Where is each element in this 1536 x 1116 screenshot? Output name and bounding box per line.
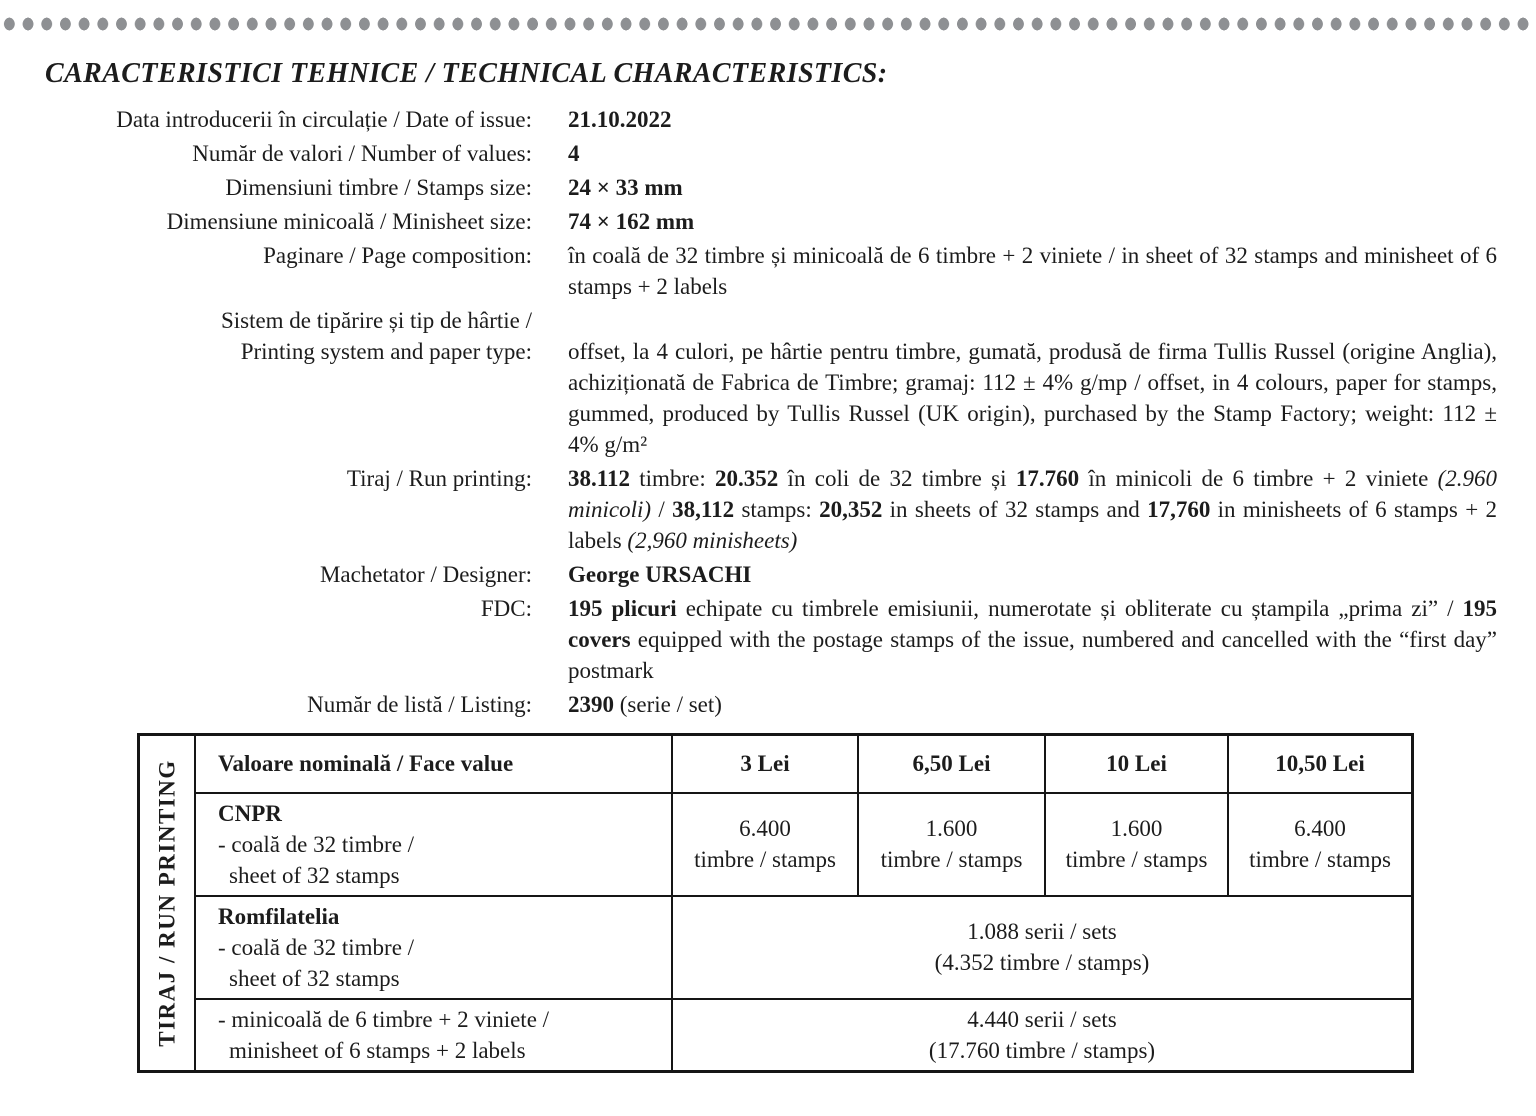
spec-row-page-composition <box>50 240 1497 302</box>
minisheet-row-label: - minicoală de 6 timbre + 2 viniete / minisheet of 6 stamps + 2 labels <box>195 999 672 1072</box>
run-printing-table <box>137 733 1414 1073</box>
spec-value: 4 <box>568 141 580 166</box>
header-10-50-lei: 10,50 Lei <box>1228 735 1413 793</box>
spec-row-stamps-size <box>50 172 1497 203</box>
spec-label: Paginare / Page composition: <box>263 243 532 268</box>
table-row-cnpr <box>139 793 1413 896</box>
technical-specs-list <box>50 104 1497 723</box>
spec-value: 24 × 33 mm <box>568 175 683 200</box>
spec-row-minisheet-size <box>50 206 1497 237</box>
cnpr-row-label: CNPR - coală de 32 timbre / sheet of 32 stamps <box>195 793 672 896</box>
spec-label: Sistem de tipărire și tip de hârtie / Printing system and paper type: <box>220 308 532 364</box>
spec-row-fdc <box>50 593 1497 686</box>
cnpr-cell-10-50-lei: 6.400 timbre / stamps <box>1228 793 1413 896</box>
spec-value: 38.112 timbre: 20.352 în coli de 32 timbre și 17.760 în minicoli de 6 timbre + 2 viniete (2.960 minicoli) / 38,112 stamps: 20,352 in sheets of 32 stamps and 17,760 in minisheets of 6 stamps + 2 labels (2,960 minisheets) <box>568 466 1498 553</box>
table-side-cell <box>139 735 196 1072</box>
spec-row-listing <box>50 689 1497 720</box>
spec-label: Tiraj / Run printing: <box>346 466 532 491</box>
dotted-separator <box>0 17 1536 31</box>
table-side-label: TIRAJ / RUN PRINTING <box>154 759 180 1047</box>
minisheet-merged-cell: 4.440 serii / sets (17.760 timbre / stamps) <box>672 999 1413 1072</box>
spec-value: în coală de 32 timbre și minicoală de 6 timbre + 2 viniete / in sheet of 32 stamps and minisheet of 6 stamps + 2 labels <box>568 243 1497 299</box>
spec-value: 195 plicuri echipate cu timbrele emisiunii, numerotate și obliterate cu ștampila „prima zi” / 195 covers equipped with the postage stamps of the issue, numbered and cancelled with the “first day” postmark <box>568 596 1497 683</box>
spec-row-date-of-issue <box>50 104 1497 135</box>
spec-row-run-printing <box>50 463 1497 556</box>
spec-label: Data introducerii în circulație / Date of issue: <box>116 107 532 132</box>
table-row-romfilatelia <box>139 896 1413 999</box>
cnpr-cell-3-lei: 6.400 timbre / stamps <box>672 793 858 896</box>
cnpr-cell-10-lei: 1.600 timbre / stamps <box>1045 793 1228 896</box>
face-value-header: Valoare nominală / Face value <box>195 735 672 793</box>
romfilatelia-merged-cell: 1.088 serii / sets (4.352 timbre / stamps) <box>672 896 1413 999</box>
spec-label: Număr de listă / Listing: <box>307 692 532 717</box>
spec-value: 74 × 162 mm <box>568 209 695 234</box>
spec-label: FDC: <box>480 596 532 621</box>
header-6-50-lei: 6,50 Lei <box>858 735 1045 793</box>
header-3-lei: 3 Lei <box>672 735 858 793</box>
spec-value: offset, la 4 culori, pe hârtie pentru timbre, gumată, produsă de firma Tullis Russel (origine Anglia), achiziționată de Fabrica de Timbre; gramaj: 112 ± 4% g/mp / offset, in 4 colours, paper for stamps, gummed, produced by Tullis Russel (UK origin), purchased by the Stamp Factory; weight: 112 ± 4% g/m² <box>568 339 1497 457</box>
spec-value: 21.10.2022 <box>568 107 672 132</box>
romfilatelia-row-label: Romfilatelia - coală de 32 timbre / sheet of 32 stamps <box>195 896 672 999</box>
table-row-minisheet <box>139 999 1413 1072</box>
spec-label: Machetator / Designer: <box>319 562 532 587</box>
section-title: CARACTERISTICI TEHNICE / TECHNICAL CHARACTERISTICS: <box>45 58 888 89</box>
spec-label: Dimensiune minicoală / Minisheet size: <box>166 209 532 234</box>
spec-value: George URSACHI <box>568 562 752 587</box>
spec-label: Număr de valori / Number of values: <box>192 141 532 166</box>
spec-row-printing-system <box>50 305 1497 460</box>
header-10-lei: 10 Lei <box>1045 735 1228 793</box>
table-header-row <box>139 735 1413 793</box>
spec-row-designer <box>50 559 1497 590</box>
spec-value: 2390 (serie / set) <box>568 692 722 717</box>
spec-row-number-of-values <box>50 138 1497 169</box>
spec-label: Dimensiuni timbre / Stamps size: <box>225 175 532 200</box>
cnpr-cell-6-50-lei: 1.600 timbre / stamps <box>858 793 1045 896</box>
